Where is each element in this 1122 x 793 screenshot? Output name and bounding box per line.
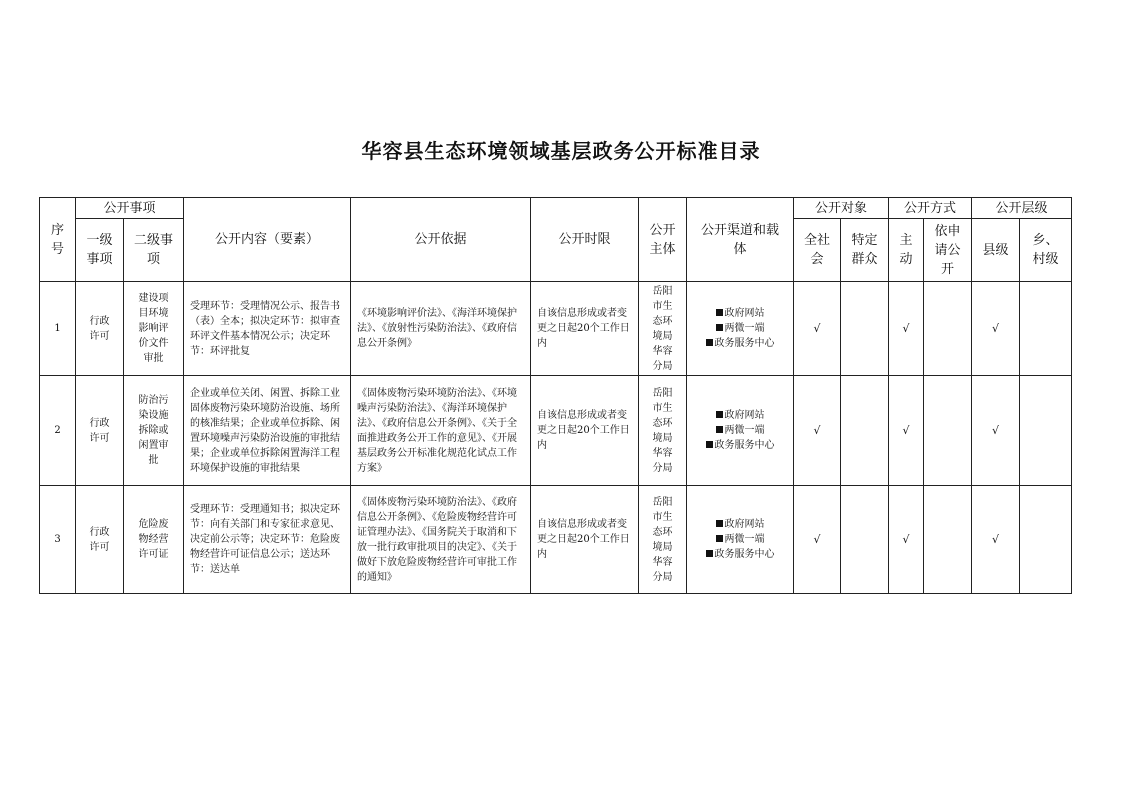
table-row <box>40 376 1072 486</box>
row-method-request <box>924 486 972 594</box>
channel-item: 两微一端 <box>687 423 793 438</box>
row-index: 1 <box>40 282 76 376</box>
row-index: 3 <box>40 486 76 594</box>
row-basis: 《固体废物污染环境防治法》、《政府信息公开条例》、《危险废物经营许可证管理办法》、《国务院关于取消和下放一批行政审批项目的决定》、《关于做好下放危险废物经营许可审批工作的通知》 <box>351 486 531 594</box>
table-row <box>40 486 1072 594</box>
catalog-table <box>39 197 1072 594</box>
row-audience-specific <box>841 486 889 594</box>
row-level-village <box>1020 486 1072 594</box>
row-content: 企业或单位关闭、闲置、拆除工业固体废物污染环境防治设施、场所的核准结果；企业或单位拆除、闲置环境噪声污染防治设施的审批结果；企业或单位拆除闲置海洋工程环境保护设施的审批结果 <box>184 376 351 486</box>
channel-item: 政府网站 <box>687 517 793 532</box>
row-level1: 行政 许可 <box>76 376 124 486</box>
row-audience-specific <box>841 376 889 486</box>
header-basis: 公开依据 <box>351 198 531 282</box>
row-level1: 行政 许可 <box>76 282 124 376</box>
row-audience-all: √ <box>794 376 841 486</box>
header-audience-all: 全社 会 <box>794 219 841 282</box>
row-level2: 危险废 物经营 许可证 <box>124 486 184 594</box>
channel-item: 政府网站 <box>687 408 793 423</box>
row-audience-all: √ <box>794 282 841 376</box>
header-content: 公开内容（要素） <box>184 198 351 282</box>
page-title: 华容县生态环境领域基层政务公开标准目录 <box>361 139 761 163</box>
header-method-active: 主 动 <box>889 219 924 282</box>
header-level: 公开层级 <box>972 198 1072 219</box>
row-time-limit: 自该信息形成或者变更之日起20个工作日内 <box>531 282 639 376</box>
square-bullet-icon <box>716 520 723 527</box>
square-bullet-icon <box>716 411 723 418</box>
header-channels: 公开渠道和载 体 <box>687 198 794 282</box>
header-time-limit: 公开时限 <box>531 198 639 282</box>
row-content: 受理环节：受理情况公示、报告书（表）全本；拟决定环节：拟审查环评文件基本情况公示；决定环节：环评批复 <box>184 282 351 376</box>
row-level-village <box>1020 282 1072 376</box>
row-time-limit: 自该信息形成或者变更之日起20个工作日内 <box>531 486 639 594</box>
row-audience-specific <box>841 282 889 376</box>
header-level-village: 乡、 村级 <box>1020 219 1072 282</box>
row-method-active: √ <box>889 486 924 594</box>
row-method-active: √ <box>889 282 924 376</box>
header-audience-specific: 特定 群众 <box>841 219 889 282</box>
row-level2: 防治污 染设施 拆除或 闲置审 批 <box>124 376 184 486</box>
channel-item: 政务服务中心 <box>687 438 793 453</box>
row-method-active: √ <box>889 376 924 486</box>
square-bullet-icon <box>706 339 713 346</box>
row-level2: 建设项 目环境 影响评 价文件 审批 <box>124 282 184 376</box>
header-public-items: 公开事项 <box>76 198 184 219</box>
square-bullet-icon <box>716 535 723 542</box>
header-method-request: 依申 请公 开 <box>924 219 972 282</box>
row-method-request <box>924 282 972 376</box>
row-subject: 岳阳 市生 态环 境局 华容 分局 <box>639 282 687 376</box>
channel-item: 政务服务中心 <box>687 547 793 562</box>
row-index: 2 <box>40 376 76 486</box>
square-bullet-icon <box>716 309 723 316</box>
square-bullet-icon <box>706 550 713 557</box>
header-subject: 公开 主体 <box>639 198 687 282</box>
square-bullet-icon <box>706 441 713 448</box>
row-audience-all: √ <box>794 486 841 594</box>
table-row <box>40 282 1072 376</box>
row-level1: 行政 许可 <box>76 486 124 594</box>
header-level-county: 县级 <box>972 219 1020 282</box>
row-subject: 岳阳 市生 态环 境局 华容 分局 <box>639 486 687 594</box>
header-method: 公开方式 <box>889 198 972 219</box>
channel-item: 两微一端 <box>687 321 793 336</box>
row-level-county: √ <box>972 486 1020 594</box>
row-channels <box>687 282 794 376</box>
row-basis: 《环境影响评价法》、《海洋环境保护法》、《放射性污染防治法》、《政府信息公开条例》 <box>351 282 531 376</box>
row-level-village <box>1020 376 1072 486</box>
header-level2: 二级事 项 <box>124 219 184 282</box>
row-method-request <box>924 376 972 486</box>
channel-item: 政府网站 <box>687 306 793 321</box>
header-level1: 一级 事项 <box>76 219 124 282</box>
channel-item: 政务服务中心 <box>687 336 793 351</box>
row-subject: 岳阳 市生 态环 境局 华容 分局 <box>639 376 687 486</box>
row-content: 受理环节：受理通知书；拟决定环节：向有关部门和专家征求意见、决定前公示等；决定环节：危险废物经营许可证信息公示；送达环节：送达单 <box>184 486 351 594</box>
header-index: 序 号 <box>40 198 76 282</box>
row-channels <box>687 486 794 594</box>
row-channels <box>687 376 794 486</box>
square-bullet-icon <box>716 426 723 433</box>
row-time-limit: 自该信息形成或者变更之日起20个工作日内 <box>531 376 639 486</box>
row-level-county: √ <box>972 282 1020 376</box>
row-level-county: √ <box>972 376 1020 486</box>
channel-item: 两微一端 <box>687 532 793 547</box>
header-audience: 公开对象 <box>794 198 889 219</box>
row-basis: 《固体废物污染环境防治法》、《环境噪声污染防治法》、《海洋环境保护法》、《政府信息公开条例》、《关于全面推进政务公开工作的意见》、《开展基层政务公开标准化规范化试点工作方案》 <box>351 376 531 486</box>
square-bullet-icon <box>716 324 723 331</box>
